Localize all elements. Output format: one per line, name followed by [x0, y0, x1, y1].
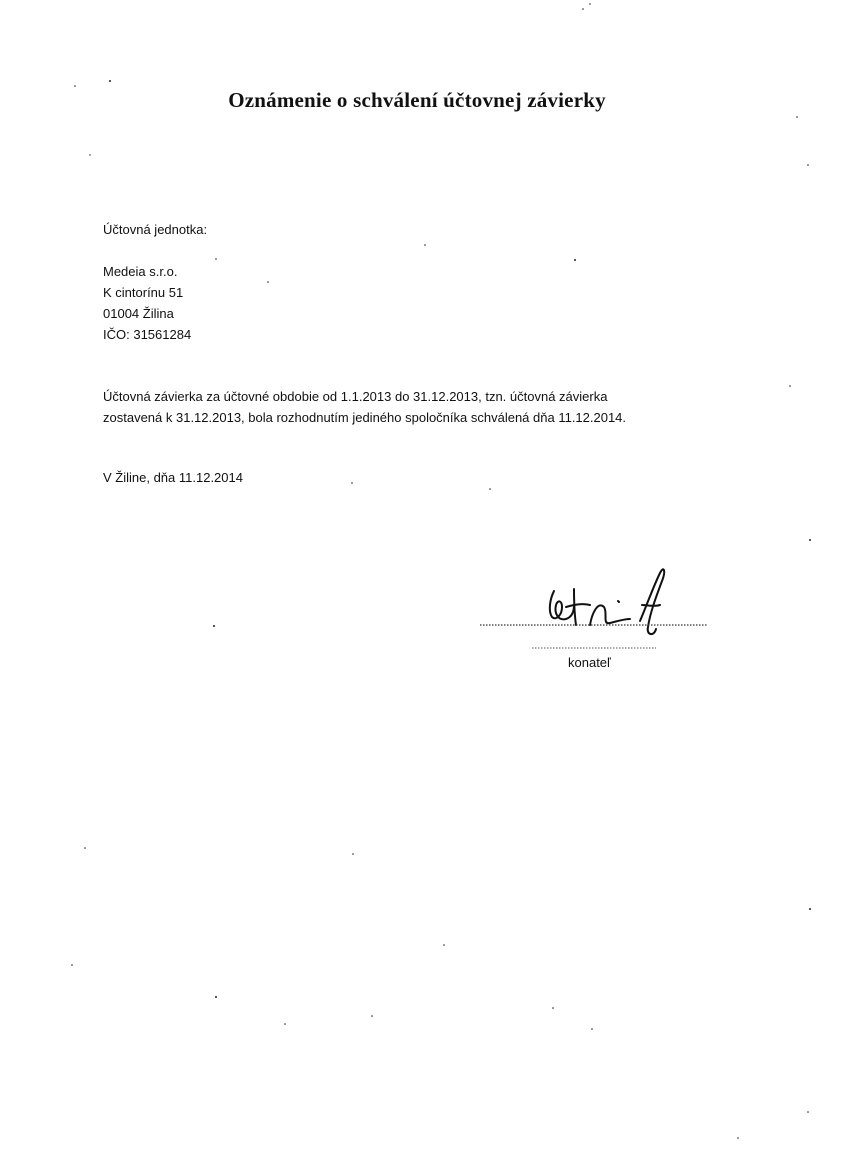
- body-text-line-2: zostavená k 31.12.2013, bola rozhodnutím jediného spoločníka schválená dňa 11.12.2014.: [103, 410, 627, 425]
- company-name: Medeia s.r.o.: [103, 264, 178, 279]
- place-date: V Žiline, dňa 11.12.2014: [103, 470, 243, 485]
- company-street: K cintorínu 51: [103, 285, 184, 300]
- signatory-role: konateľ: [568, 655, 611, 670]
- document-title: Oznámenie o schválení účtovnej závierky: [228, 88, 606, 112]
- entity-label: Účtovná jednotka:: [103, 222, 208, 237]
- company-ico: IČO: 31561284: [103, 327, 192, 342]
- body-text-line-1: Účtovná závierka za účtovné obdobie od 1.1.2013 do 31.12.2013, tzn. účtovná závierka: [103, 389, 608, 404]
- company-city: 01004 Žilina: [103, 306, 174, 321]
